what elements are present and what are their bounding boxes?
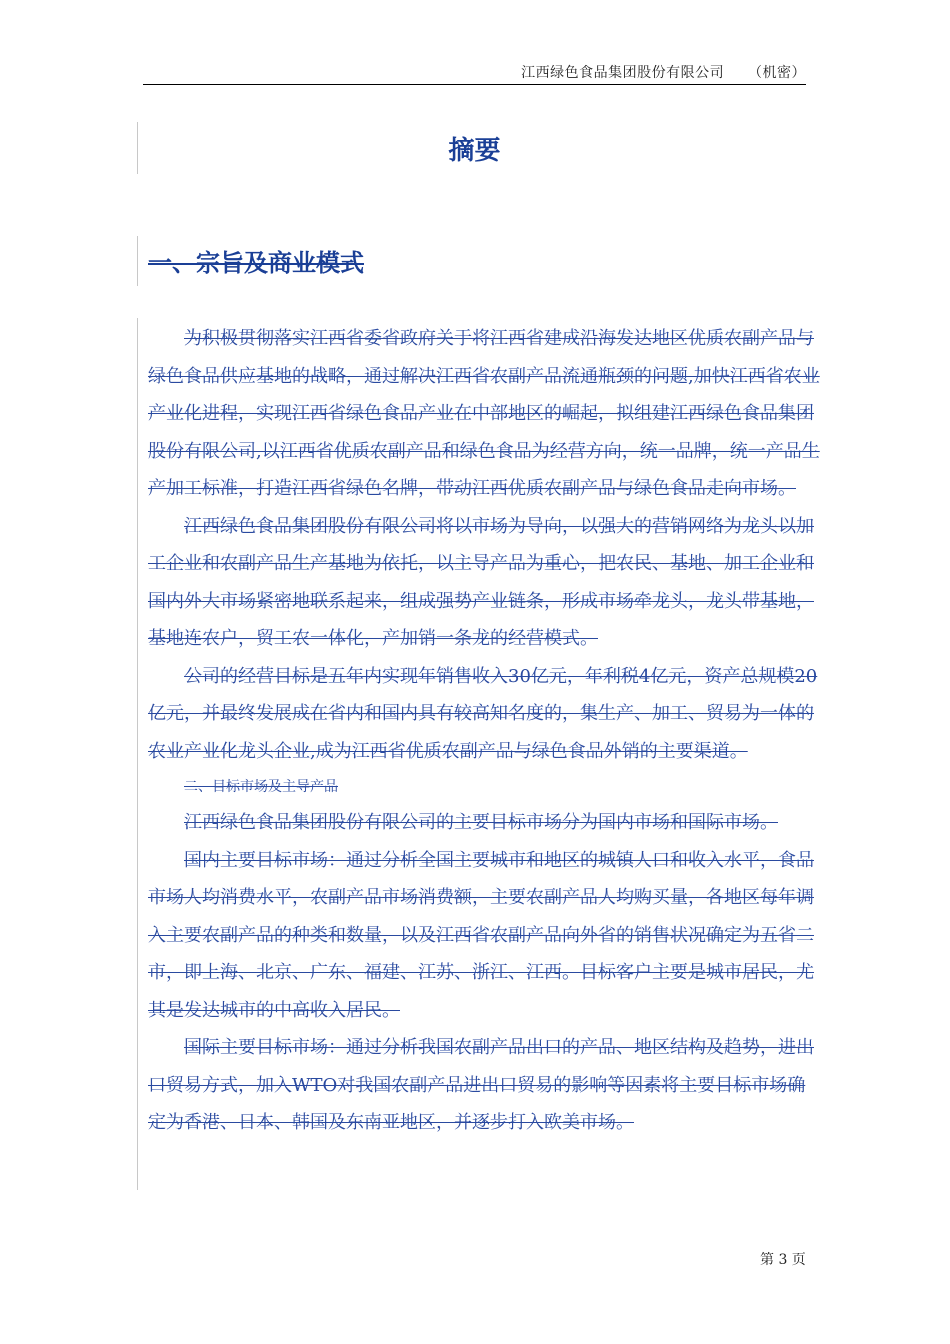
margin-change-bar [137,122,138,174]
paragraph: 江西绿色食品集团股份有限公司将以市场为导向，以强大的营销网络为龙头以加工企业和农副产品生产基地为依托，以主导产品为重心，把农民、基地、加工企业和国内外大市场紧密地联系起来，组成强势产业链条，形成市场牵龙头，龙头带基地，基地连农户，贸工农一体化，产加销一条龙的经营模式。 [148,515,814,649]
header-confidential: （机密） [748,65,806,81]
page-header [143,62,806,82]
paragraph: 为积极贯彻落实江西省委省政府关于将江西省建成沿海发达地区优质农副产品与绿色食品供应基地的战略，通过解决江西省农副产品流通瓶颈的问题,加快江西省农业产业化进程，实现江西省绿色食品产业在中部地区的崛起，拟组建江西绿色食品集团股份有限公司,以江西省优质农副产品和绿色食品为经营方向，统一品牌，统一产品生产加工标准，打造江西省绿色名牌，带动江西优质农副产品与绿色食品走向市场。 [148,328,820,499]
header-rule [143,84,806,85]
paragraph: 公司的经营目标是五年内实现年销售收入30亿元，年利税4亿元，资产总规模20亿元，并最终发展成在省内和国内具有较高知名度的，集生产、加工、贸易为一体的农业产业化龙头企业,成为江西省优质农副产品与绿色食品外销的主要渠道。 [148,665,818,762]
paragraph: 江西绿色食品集团股份有限公司的主要目标市场分为国内市场和国际市场。 [184,812,778,833]
subsection-heading: 二、目标市场及主导产品 [184,779,338,795]
section-heading: 一、宗旨及商业模式 [148,249,364,277]
margin-change-bar [137,236,138,286]
paragraph: 国内主要目标市场：通过分析全国主要城市和地区的城镇人口和收入水平，食品市场人均消费水平，农副产品市场消费额，主要农副产品人均购买量，各地区每年调入主要农副产品的种类和数量，以及江西省农副产品向外省的销售状况确定为五省二市，即上海、北京、广东、福建、江苏、浙江、江西。目标客户主要是城市居民，尤其是发达城市的中高收入居民。 [148,849,814,1021]
margin-change-bar [137,318,138,1190]
paragraph: 国际主要目标市场：通过分析我国农副产品出口的产品、地区结构及趋势，进出口贸易方式，加入WTO对我国农副产品进出口贸易的影响等因素将主要目标市场确定为香港、日本、韩国及东南亚地区，并逐步打入欧美市场。 [148,1037,814,1133]
body-text [148,320,820,1142]
header-company: 江西绿色食品集团股份有限公司 [521,65,725,81]
page-title: 摘要 [448,136,501,166]
page-number: 第 3 页 [760,1252,806,1268]
